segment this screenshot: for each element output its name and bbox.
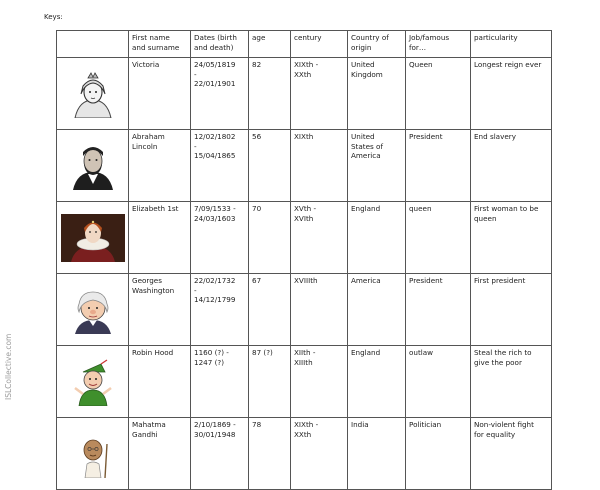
cell-age: 82 (249, 58, 291, 130)
header-particularity: particularity (471, 31, 552, 58)
header-row (57, 31, 552, 58)
watermark (4, 300, 18, 410)
cell-particularity: Longest reign ever (471, 58, 552, 130)
queen-victoria-portrait-icon (61, 70, 125, 118)
header-country: Country of origin (348, 31, 406, 58)
table-row (57, 418, 552, 490)
cell-dates: 22/02/1732 - 14/12/1799 (191, 274, 249, 346)
robin-hood-portrait-icon (61, 358, 125, 406)
cell-country: United States of America (348, 130, 406, 202)
portrait-cell (57, 346, 129, 418)
cell-age: 70 (249, 202, 291, 274)
cell-dates: 1160 (?) - 1247 (?) (191, 346, 249, 418)
header-dates: Dates (birth and death) (191, 31, 249, 58)
cell-country: England (348, 346, 406, 418)
cell-job: President (406, 274, 471, 346)
portrait-cell (57, 58, 129, 130)
cell-job: Politician (406, 418, 471, 490)
cell-dates: 2/10/1869 - 30/01/1948 (191, 418, 249, 490)
cell-particularity: Steal the rich to give the poor (471, 346, 552, 418)
keys-label: Keys: (44, 13, 63, 21)
cell-name: Abraham Lincoln (129, 130, 191, 202)
mahatma-gandhi-portrait-icon (61, 430, 125, 478)
cell-job: outlaw (406, 346, 471, 418)
cell-job: queen (406, 202, 471, 274)
cell-century: XIXth - XXth (291, 58, 348, 130)
portrait-cell (57, 418, 129, 490)
header-century: century (291, 31, 348, 58)
cell-country: India (348, 418, 406, 490)
cell-dates: 12/02/1802 - 15/04/1865 (191, 130, 249, 202)
cell-dates: 7/09/1533 - 24/03/1603 (191, 202, 249, 274)
table-row (57, 346, 552, 418)
table-row (57, 58, 552, 130)
watermark-text: ISLCollective.com (4, 333, 13, 400)
cell-job: President (406, 130, 471, 202)
cell-country: England (348, 202, 406, 274)
cell-country: America (348, 274, 406, 346)
famous-people-table (56, 30, 552, 490)
cell-age: 56 (249, 130, 291, 202)
cell-age: 87 (?) (249, 346, 291, 418)
cell-name: Georges Washington (129, 274, 191, 346)
header-name: First name and surname (129, 31, 191, 58)
cell-century: XIIth - XIIIth (291, 346, 348, 418)
cell-century: XIXth (291, 130, 348, 202)
cell-particularity: End slavery (471, 130, 552, 202)
portrait-cell (57, 130, 129, 202)
header-portrait (57, 31, 129, 58)
portrait-cell (57, 274, 129, 346)
cell-century: XIXth - XXth (291, 418, 348, 490)
table-row (57, 202, 552, 274)
abraham-lincoln-portrait-icon (61, 142, 125, 190)
cell-dates: 24/05/1819 - 22/01/1901 (191, 58, 249, 130)
george-washington-portrait-icon (61, 286, 125, 334)
cell-century: XVIIIth (291, 274, 348, 346)
cell-name: Mahatma Gandhi (129, 418, 191, 490)
cell-particularity: Non-violent fight for equality (471, 418, 552, 490)
table-row (57, 130, 552, 202)
cell-age: 78 (249, 418, 291, 490)
cell-age: 67 (249, 274, 291, 346)
cell-job: Queen (406, 58, 471, 130)
portrait-cell (57, 202, 129, 274)
cell-name: Elizabeth 1st (129, 202, 191, 274)
cell-century: XVth - XVIth (291, 202, 348, 274)
cell-particularity: First president (471, 274, 552, 346)
header-job: Job/famous for… (406, 31, 471, 58)
header-age: age (249, 31, 291, 58)
cell-name: Victoria (129, 58, 191, 130)
cell-name: Robin Hood (129, 346, 191, 418)
table-row (57, 274, 552, 346)
cell-particularity: First woman to be queen (471, 202, 552, 274)
elizabeth-portrait-icon (61, 214, 125, 262)
cell-country: United Kingdom (348, 58, 406, 130)
